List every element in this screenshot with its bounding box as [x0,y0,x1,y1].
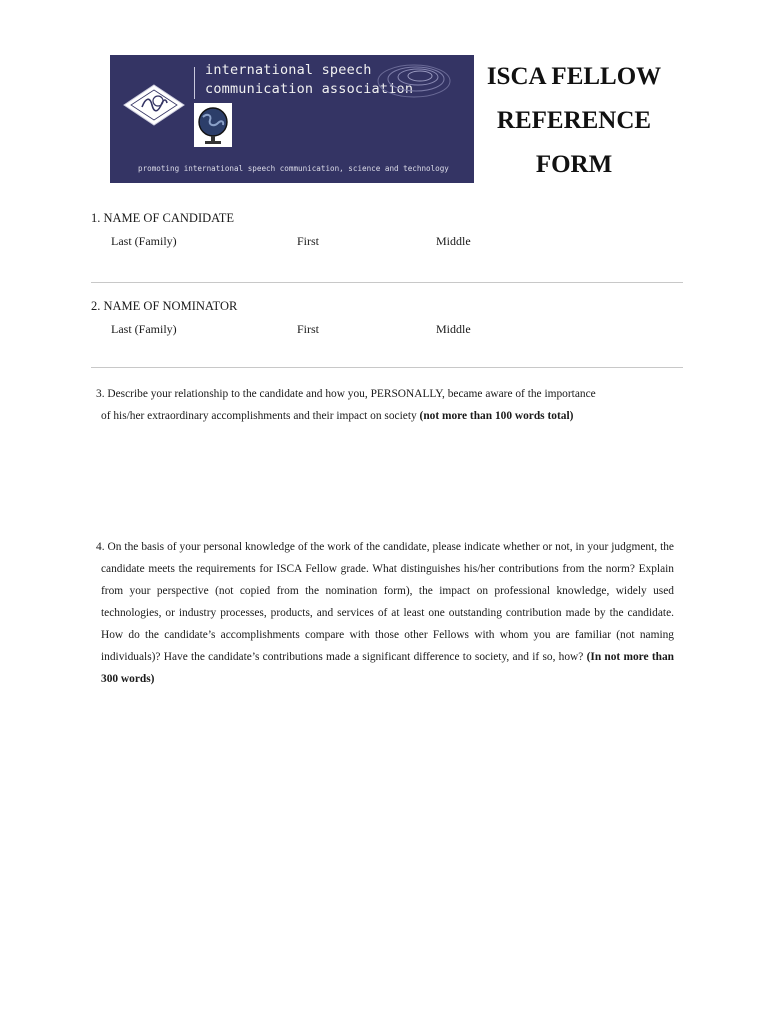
candidate-last-name-label: Last (Family) [111,234,177,248]
decorative-swirl-icon [370,59,454,103]
org-tagline: promoting international speech communication, science and technology [138,164,449,173]
globe-icon [194,103,232,147]
form-title-line-1: ISCA FELLOW [486,63,662,90]
section-divider-1 [91,282,683,283]
question-3-line-2 [96,405,674,427]
candidate-first-name-label: First [297,234,320,248]
org-name-line-1: international speech [205,62,372,78]
form-title-line-3: FORM [535,151,613,178]
question-4-word-limit: (In not more than 300 words) [101,651,674,685]
question-4 [96,536,674,690]
form-title-line-2: REFERENCE [496,107,652,134]
isca-diamond-logo-icon [122,83,186,127]
isca-logo-banner [110,55,474,183]
candidate-middle-name-label: Middle [436,234,471,248]
question-3 [96,383,674,427]
nominator-last-name-label: Last (Family) [111,322,177,336]
nominator-name-heading: 2. NAME OF NOMINATOR [91,299,238,313]
question-3-line-2-text: of his/her extraordinary accomplishments and their impact on society [101,410,420,422]
question-4-text: 4. On the basis of your personal knowledge of the work of the candidate, please indicate whether or not, in your judgment, the candidate meets the requirements for ISCA Fellow grade. What distinguishes his/her contributions from the norm? Explain from your perspective (not copied from the nomination form), the impact on professional knowledge, widely used technologies, or industry processes, products, and services of at least one outstanding contribution made by the candidate. How do the candidate’s accomplishments compare with those other Fellows with whom you are familiar (not naming individuals)? Have the candidate’s contributions made a significant difference to society, and if so, how? [96,541,674,663]
banner-divider [194,67,195,99]
section-divider-2 [91,367,683,368]
question-3-line-1: 3. Describe your relationship to the candidate and how you, PERSONALLY, became aware of the importance [96,388,596,400]
org-name-line-2: communication association [205,81,414,97]
question-3-word-limit: (not more than 100 words total) [419,410,574,422]
nominator-middle-name-label: Middle [436,322,471,336]
nominator-first-name-label: First [297,322,320,336]
candidate-name-heading: 1. NAME OF CANDIDATE [91,211,235,225]
